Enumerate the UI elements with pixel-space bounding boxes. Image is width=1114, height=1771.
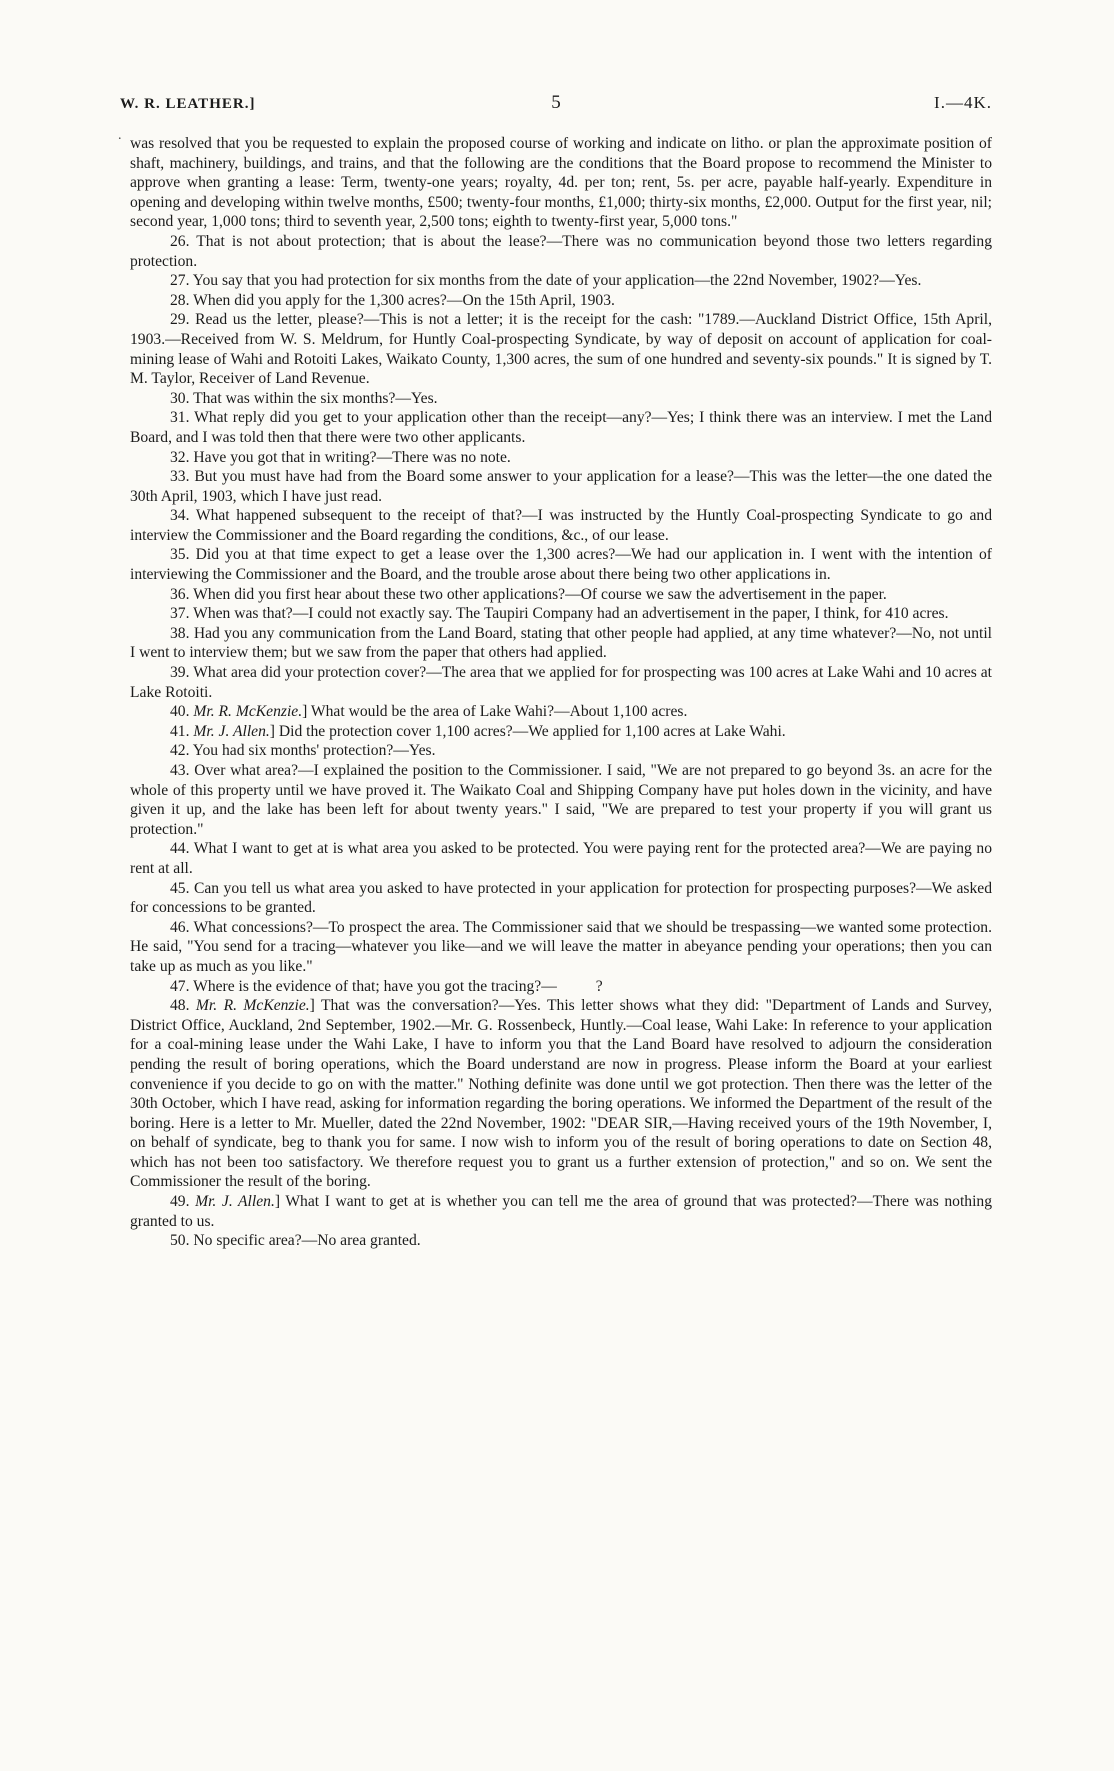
evidence-text [130,134,992,1251]
question-27: 27. You say that you had protection for six months from the date of your application—the 22nd November, 1902?—Yes. [170,272,922,290]
question-35: 35. Did you at that time expect to get a lease over the 1,300 acres?—We had our application in. I went with the intention of interviewing the Commissioner and the Board, and the trouble arose about there being two other applications in. [130,546,992,584]
question-number: 40. [170,703,190,721]
question-50: 50. No specific area?—No area granted. [170,1232,421,1250]
question-34: 34. What happened subsequent to the receipt of that?—I was instructed by the Huntly Coal-prospecting Syndicate to go and interview the Commissioner and the Board regarding the conditions, &c., of our lease. [130,507,992,544]
question-46: 46. What concessions?—To prospect the area. The Commissioner said that we should be trespassing—we wanted some protection. He said, "You send for a tracing—whatever you like—and we will leave the matter in abeyance pending your operations; then you can take up as much as you like." [130,918,992,975]
page-header [120,92,992,120]
paragraph-continuation: was resolved that you be requested to explain the proposed course of working and indicate on litho. or plan the approximate position of shaft, machinery, buildings, and trains, and that the following are the conditions that the Board propose to recommend the Minister to approve when granting a lease: Term, twenty-one years; royalty, 4d. per ton; rent, 5s. per acre, payable half-yearly. Expenditure in opening and developing within twelve months, £500; twenty-four months, £1,000; thirty-six months, £2,000. Output for the first year, nil; second year, 1,000 tons; third to seventh year, 2,500 tons; eighth to twenty-first year, 5,000 tons." [130,135,992,231]
question-37: 37. When was that?—I could not exactly say. The Taupiri Company had an advertisement in the paper, I think, for 410 acres. [170,605,949,623]
question-48 [130,996,992,1192]
speaker-name: Mr. J. Allen. [195,1193,275,1211]
question-41 [130,722,992,742]
document-reference: I.—4K. [934,93,992,112]
question-29: 29. Read us the letter, please?—This is not a letter; it is the receipt for the cash: "1789.—Auckland District Office, 15th April, 1903.—Received from W. S. Meldrum, for Huntly Coal-prospecting Syndicate, by way of deposit on account of application for coal-mining lease of Wahi and Rotoiti Lakes, Waikato County, 1,300 acres, the sum of one hundred and seventy-six pounds." It is signed by T. M. Taylor, Receiver of Land Revenue. [130,311,992,388]
speaker-name: Mr. J. Allen. [193,722,270,740]
speaker-name: Mr. R. McKenzie. [195,997,310,1015]
question-number: 48. [170,997,190,1015]
question-47: 47. Where is the evidence of that; have you got the tracing?— ? [170,977,603,995]
question-number: 49. [170,1193,190,1211]
question-40 [130,702,992,722]
question-42: 42. You had six months' protection?—Yes. [170,742,436,760]
question-text: ] That was the conversation?—Yes. This letter shows what they did: "Department of Lands and Survey, District Office, Auckland, 2nd September, 1902.—Mr. G. Rossenbeck, Huntly.—Coal lease, Wahi Lake: In reference to your application for a coal-mining lease under the Wahi Lake, I have to inform you that the Land Board have resolved to adjourn the consideration pending the result of boring operations, which the Board understand are now in progress. Please inform the Board at your earliest convenience if you decide to go on with the matter." Nothing definite was done until we got protection. Then there was the letter of the 30th October, which I have read, asking for information regarding the boring operations. We informed the Department of the result of the boring. Here is a letter to Mr. Mueller, dated the 22nd November, 1902: "DEAR SIR,—Having received yours of the 19th November, I, on behalf of syndicate, beg to thank you for same. I now wish to inform you of the result of boring operations to date on Section 48, which has not been too satisfactory. We therefore request you to grant us a further extension of protection," and so on. We sent the Commissioner the result of the boring. [130,997,992,1191]
question-33: 33. But you must have had from the Board some answer to your application for a lease?—This was the letter—the one dated the 30th April, 1903, which I have just read. [130,468,992,505]
question-36: 36. When did you first hear about these two other applications?—Of course we saw the advertisement in the paper. [170,585,887,603]
question-28: 28. When did you apply for the 1,300 acres?—On the 15th April, 1903. [170,291,615,309]
question-text: ] What would be the area of Lake Wahi?—About 1,100 acres. [302,703,688,721]
speaker-name: Mr. R. McKenzie. [193,703,303,721]
question-38: 38. Had you any communication from the Land Board, stating that other people had applied, at any time whatever?—No, not until I went to interview them; but we saw from the paper that others had applied. [130,624,992,662]
question-text: ] What I want to get at is whether you can tell me the area of ground that was protected?—There was nothing granted to us. [130,1193,992,1230]
question-49 [130,1192,992,1231]
question-26: 26. That is not about protection; that is about the lease?—There was no communication beyond those two letters regarding protection. [130,232,992,270]
question-31: 31. What reply did you get to your application other than the receipt—any?—Yes; I think there was an interview. I met the Land Board, and I was told then that there were two other applicants. [130,409,992,446]
question-number: 41. [170,722,190,740]
question-45: 45. Can you tell us what area you asked to have protected in your application for protection for prospecting purposes?—We asked for concessions to be granted. [130,879,992,917]
question-32: 32. Have you got that in writing?—There was no note. [170,448,511,466]
question-30: 30. That was within the six months?—Yes. [170,389,438,407]
question-39: 39. What area did your protection cover?—The area that we applied for for prospecting was 100 acres at Lake Wahi and 10 acres at Lake Rotoiti. [130,664,992,701]
question-44: 44. What I want to get at is what area you asked to be protected. You were paying rent for the protected area?—We are paying no rent at all. [130,840,992,877]
margin-dot: . [118,128,122,143]
witness-name: W. R. LEATHER.] [120,96,256,112]
question-text: ] Did the protection cover 1,100 acres?—We applied for 1,100 acres at Lake Wahi. [269,722,786,740]
page-number: 5 [551,92,561,113]
question-43: 43. Over what area?—I explained the position to the Commissioner. I said, "We are not prepared to go beyond 3s. an acre for the whole of this property until we have proved it. The Waikato Coal and Shipping Company have put holes down in the vicinity, and have given it up, and the lake has been left for about twenty years." I said, "We are prepared to test your property if you will grant us protection." [130,762,992,838]
